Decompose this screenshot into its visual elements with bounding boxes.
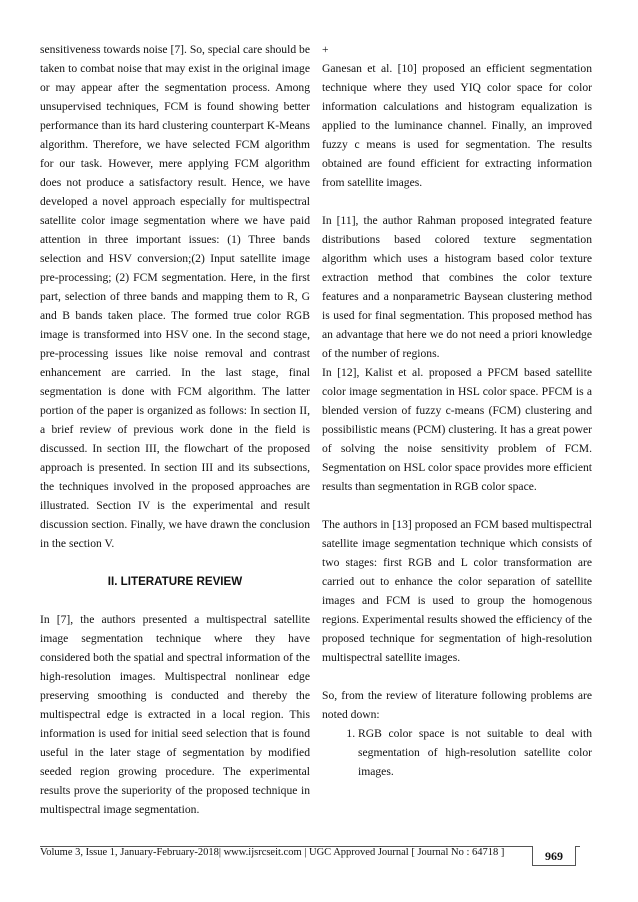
literature-paragraph: In [7], the authors presented a multispectral satellite image segmentation technique where they have considered both the spatial and spectral information of the high-resolution images. Multispectral nonlinear edge preserving smoothing is conducted and thereby the multispectral edge is extracted in a local region. This information is used for initial seed selection that is found useful in the later stage of segmentation by modified seeded region growing procedure. The experimental results prove the superiority of the proposed technique in multispectral image segmentation. (40, 613, 310, 816)
intro-paragraph: sensitiveness towards noise [7]. So, special care should be taken to combat noise that may exist in the original image or may appear after the segmentation process. Among unsupervised techniques, FCM is found showing better performance than its hard clustering counterpart K-Means algorithm. Therefore, we have selected FCM algorithm for our task. However, mere applying FCM algorithm does not produce a satisfactory result. Hence, we have developed a novel approach especially for multispectral satellite color image segmentation where we have paid attention in three important issues: (1) Three bands selection and HSV conversion;(2) Input satellite image pre-processing; (2) FCM segmentation. Here, in the first part, selection of three bands and mapping them to R, G and B bands taken place. The formed true color RGB image is transformed into HSV one. In the second stage, pre-processing issues like noise removal and contrast enhancement are carried. In the last stage, final segmentation is done with FCM algorithm. The latter portion of the paper is organized as follows: In section II, a brief review of previous work done in the field is discussed. In section III, the flowchart of the proposed approach is presented. In section III and its subsections, the techniques involved in the proposed approaches are illustrated. Section IV is the experimental and result discussion section. Finally, we have drawn the conclusion in the section V. (40, 43, 310, 550)
footer-journal-info: Volume 3, Issue 1, January-February-2018| www.ijsrcseit.com | UGC Approved Journal [ Journal No : 64718 ] (40, 847, 505, 858)
list-item: 1. RGB color space is not suitable to deal with segmentation of high-resolution satellite color images. (358, 724, 592, 781)
left-column (40, 40, 310, 819)
paragraph-ref-13: The authors in [13] proposed an FCM based multispectral satellite image segmentation technique which consists of two stages: first RGB and L color transformation are carried out to enhance the color separation of satellite images and FCM is used to group the homogenous regions. Experimental results showed the efficiency of the proposed technique for segmentation of high-resolution multispectral satellite images. (322, 518, 592, 664)
section-heading-literature-review: II. LITERATURE REVIEW (107, 575, 243, 588)
problems-list (322, 724, 592, 781)
paragraph-ganesan: Ganesan et al. [10] proposed an efficient segmentation technique where they used YIQ color space for color information calculations and histogram equalization is applied to the luminance channel. Finally, an improved fuzzy c means is used for segmentation. The results obtained are found efficient for extracting information from satellite images. (322, 62, 592, 189)
plus-mark: + (322, 43, 329, 56)
paragraph-problems-intro: So, from the review of literature following problems are noted down: (322, 689, 592, 721)
page-footer (40, 842, 580, 862)
paragraph-rahman: In [11], the author Rahman proposed integrated feature distributions based colored texture segmentation algorithm which uses a histogram based color texture extraction method that combines the color texture features and a nonparametric Baysean clustering method is used for final segmentation. This proposed method has an advantage that here we do not need a priori knowledge of the number of regions. (322, 214, 592, 360)
right-column (322, 40, 592, 781)
paragraph-kalist: In [12], Kalist et al. proposed a PFCM based satellite color image segmentation in HSL color space. PFCM is a blended version of fuzzy c-means (FCM) clustering and possibilistic means (PCM) clustering. It has a great power of solving the noise sensitivity problem of FCM. Segmentation on HSL color space provides more efficient results than segmentation in RGB color space. (322, 366, 592, 493)
page-number: 969 (532, 846, 576, 866)
